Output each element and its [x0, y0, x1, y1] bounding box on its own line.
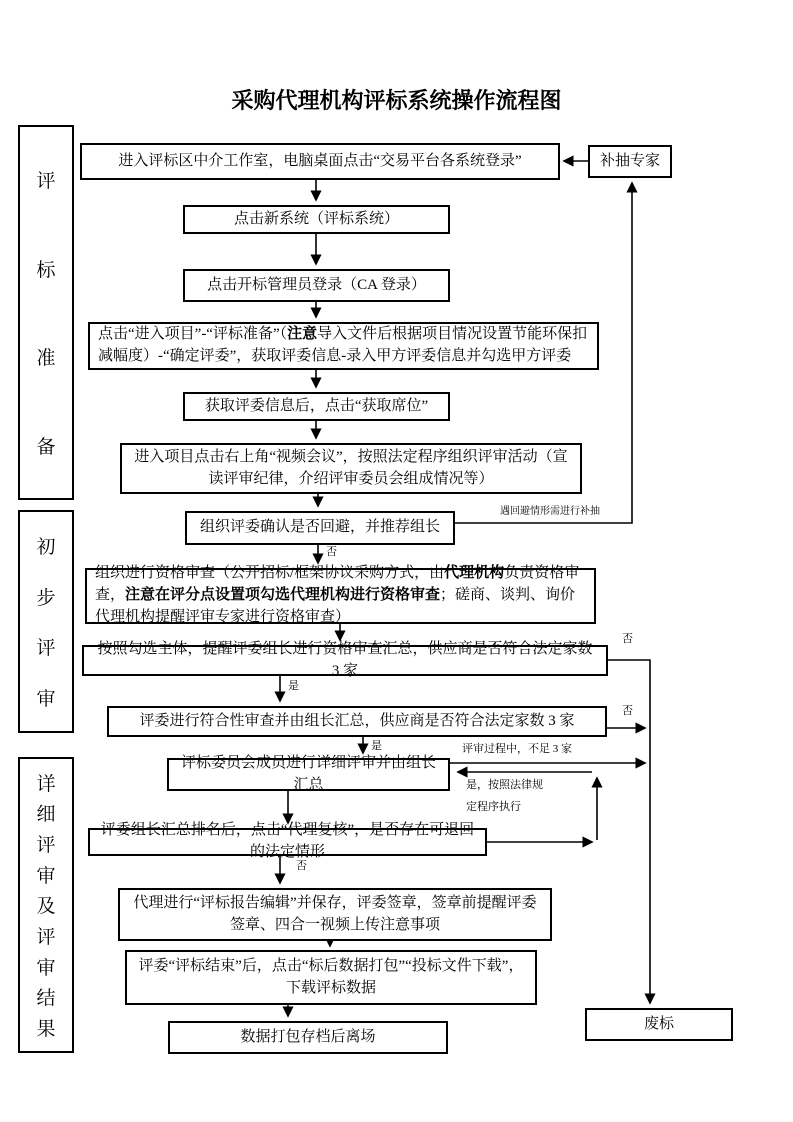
- flow-node-qualification-summary: 按照勾选主体，提醒评委组长进行资格审查汇总，供应商是否符合法定家数 3 家: [82, 645, 608, 676]
- flow-node-data-package-download: 评委“评标结束”后，点击“标后数据打包”“投标文件下载”，下载评标数据: [125, 950, 537, 1005]
- flow-node-compliance-review: 评委进行符合性审查并由组长汇总，供应商是否符合法定家数 3 家: [107, 706, 607, 737]
- flow-node-report-edit-sign: 代理进行“评标报告编辑”并保存，评委签章，签章前提醒评委签章、四合一视频上传注意事项: [118, 888, 552, 941]
- flow-node-qualification-review: 组织进行资格审查（公开招标/框架协议采购方式，由代理机构负责资格审查，注意在评分点设置项勾选代理机构进行资格审查；磋商、谈判、询价代理机构提醒评审专家进行资格审查）: [85, 568, 596, 624]
- flow-node-click-new-system: 点击新系统（评标系统）: [183, 205, 450, 234]
- flow-node-admin-ca-login: 点击开标管理员登录（CA 登录）: [183, 269, 450, 302]
- flow-node-get-seats: 获取评委信息后，点击“获取席位”: [183, 392, 450, 421]
- edge-label-no-node12: 否: [296, 860, 307, 872]
- flow-node-agency-recheck: 评委组长汇总排名后，点击“代理复核”，是否存在可退回的法定情形: [88, 828, 487, 856]
- stage-label-preparation: 评 标 准 备: [18, 125, 74, 500]
- flow-node-confirm-avoidance: 组织评委确认是否回避，并推荐组长: [185, 511, 455, 545]
- edge-label-legal-note-line1: 是，按照法律规: [466, 779, 543, 791]
- flow-node-enter-workroom: 进入评标区中介工作室，电脑桌面点击“交易平台各系统登录”: [80, 143, 560, 180]
- edge-label-under-three-note: 评审过程中，不足 3 家: [462, 743, 572, 755]
- flow-node-video-meeting: 进入项目点击右上角“视频会议”，按照法定程序组织评审活动（宣读评审纪律，介绍评审委员会组成情况等）: [120, 443, 582, 494]
- edge-label-no-node9: 否: [622, 633, 633, 645]
- edge-label-no-node7: 否: [326, 546, 337, 558]
- edge-label-yes-node10: 是: [371, 740, 382, 752]
- edge-label-no-node10: 否: [622, 705, 633, 717]
- edge-label-legal-note-line2: 定程序执行: [466, 801, 521, 813]
- stage-label-preliminary-review: 初 步 评 审: [18, 510, 74, 733]
- side-node-abandoned-bid: 废标: [585, 1008, 733, 1041]
- side-node-redraw-expert: 补抽专家: [588, 145, 672, 178]
- edge-label-redraw-note: 遇回避情形需进行补抽: [500, 506, 600, 517]
- edge-label-yes-node9: 是: [288, 680, 299, 692]
- flow-node-enter-project-setup: 点击“进入项目”-“评标准备”（注意导入文件后根据项目情况设置节能环保扣减幅度）-“确定评委”，获取评委信息-录入甲方评委信息并勾选甲方评委: [88, 322, 599, 370]
- flow-node-detailed-review: 评标委员会成员进行详细评审并由组长汇总: [167, 758, 450, 791]
- stage-label-detailed-review-results: 详 细 评 审 及 评 审 结 果: [18, 757, 74, 1053]
- flow-node-archive-and-leave: 数据打包存档后离场: [168, 1021, 448, 1054]
- page-title: 采购代理机构评标系统操作流程图: [231, 88, 562, 113]
